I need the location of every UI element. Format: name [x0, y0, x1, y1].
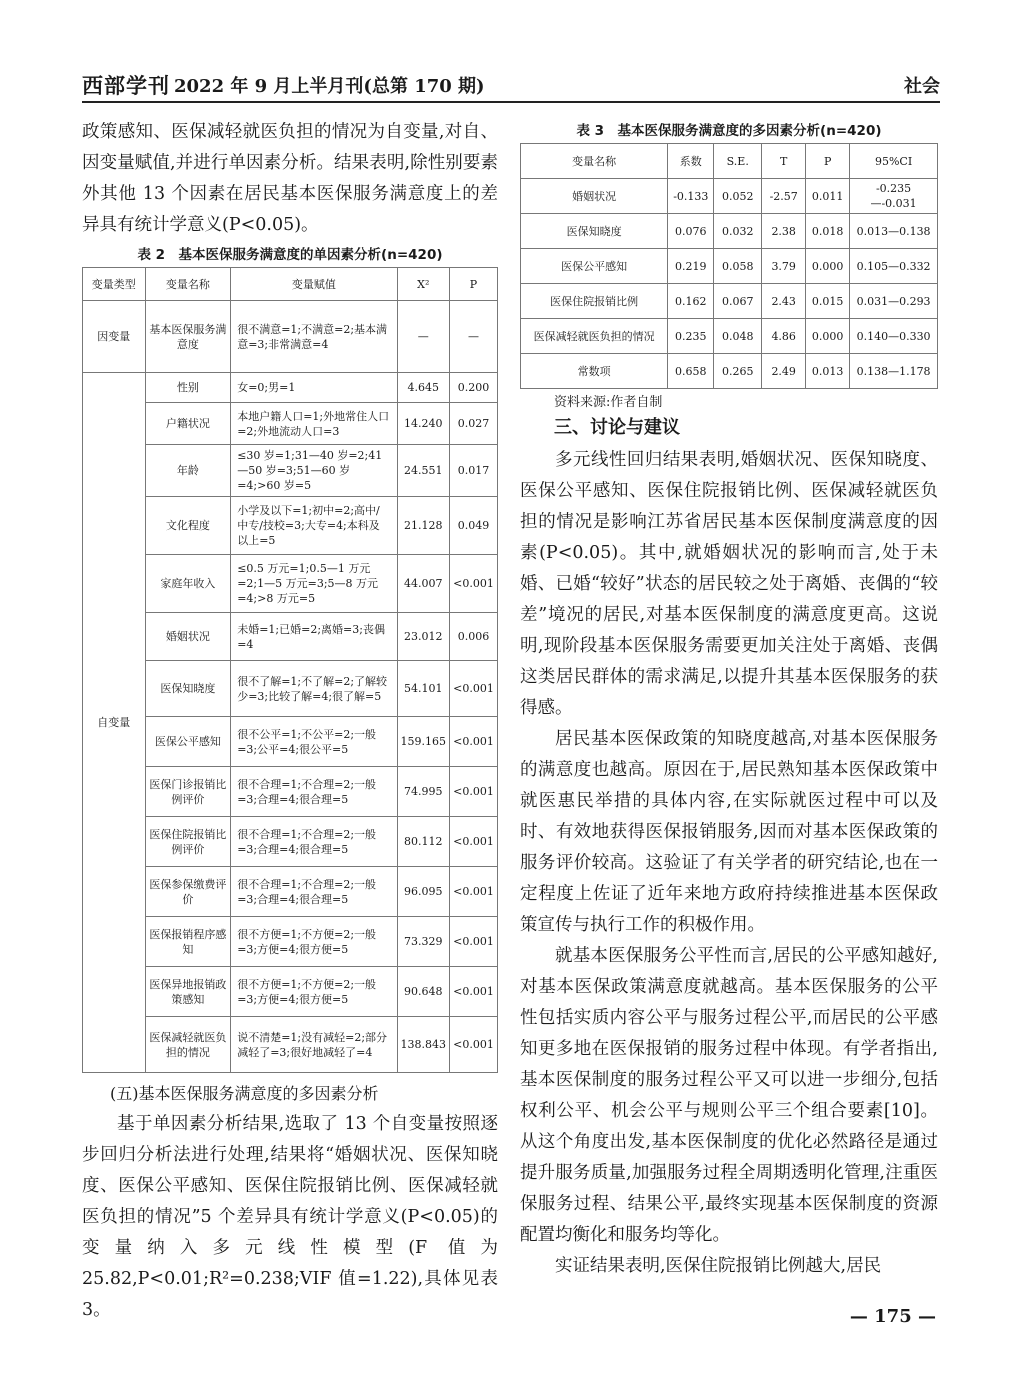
table-row: [83, 661, 498, 717]
table-row: [83, 867, 498, 917]
name-cell: 医保减轻就医负担的情况: [521, 319, 668, 354]
table-caption: 表 3 基本医保服务满意度的多因素分析(n=420): [576, 123, 882, 139]
p-cell: <0.001: [450, 555, 498, 613]
x2-cell: 73.329: [397, 917, 450, 967]
table-header-cell: 变量赋值: [231, 268, 397, 301]
var-assign-cell: 很不了解=1;不了解=2;了解较少=3;比较了解=4;很了解=5: [231, 661, 397, 717]
coef-cell: 0.219: [668, 249, 714, 284]
paragraph: 多元线性回归结果表明,婚姻状况、医保知晓度、医保公平感知、医保住院报销比例、医保减轻就医负担的情况是影响江苏省居民基本医保制度满意度的因素(P<0.05)。其中,就婚姻状况的影响而言,处于未婚、已婚“较好”状态的居民较之处于离婚、丧偶的“较差”境况的居民,对基本医保制度的满意度更高。这说明,现阶段基本医保服务需要更加关注处于离婚、丧偶这类居民群体的需求满足,以提升其基本医保服务的获得感。: [520, 450, 938, 718]
x2-cell: 159.165: [397, 717, 450, 767]
paragraph: 就基本医保服务公平性而言,居民的公平感知越好,对基本医保政策满意度就越高。基本医保服务的公平性包括实质内容公平与服务过程公平,而居民的公平感知更多地在医保报销的服务过程中体现。有学者指出,基本医保制度的服务过程公平又可以进一步细分,包括权利公平、机会公平与规则公平三个组合要素[10]。从这个角度出发,基本医保制度的优化必然路径是通过提升服务质量,加强服务过程全周期透明化管理,注重医保服务过程、结果公平,最终实现基本医保制度的资源配置均衡化和服务均等化。: [520, 946, 938, 1245]
table-header-cell: P: [450, 268, 498, 301]
table-header-cell: 95%CI: [850, 144, 938, 179]
t-cell: 4.86: [762, 319, 806, 354]
p-cell: —: [450, 301, 498, 373]
paragraph: 政策感知、医保减轻就医负担的情况为自变量,对自、因变量赋值,并进行单因素分析。结果表明,除性别要素外其他 13 个因素在居民基本医保服务满意度上的差异具有统计学意义(P<0.05)。: [82, 122, 498, 235]
table-row: [83, 373, 498, 403]
var-name-cell: 婚姻状况: [145, 613, 231, 661]
t-cell: -2.57: [762, 179, 806, 214]
x2-cell: 4.645: [397, 373, 450, 403]
table-body: [83, 301, 498, 1073]
name-cell: 常数项: [521, 354, 668, 389]
left-column: [82, 117, 498, 1326]
ci-cell: 0.105—0.332: [850, 249, 938, 284]
var-name-cell: 医保报销程序感知: [145, 917, 231, 967]
p-cell: 0.000: [806, 249, 850, 284]
p-cell: 0.000: [806, 319, 850, 354]
var-name-cell: 医保减轻就医负担的情况: [145, 1017, 231, 1073]
table-row: [521, 284, 938, 319]
x2-cell: 14.240: [397, 403, 450, 445]
t-cell: 2.43: [762, 284, 806, 319]
table-header-cell: S.E.: [714, 144, 762, 179]
table-caption: 表 2 基本医保服务满意度的单因素分析(n=420): [137, 247, 443, 263]
p-cell: 0.018: [806, 214, 850, 249]
table-row: [521, 214, 938, 249]
var-name-cell: 年龄: [145, 445, 231, 497]
var-type-cell: 自变量: [83, 373, 146, 1073]
x2-cell: 74.995: [397, 767, 450, 817]
table-source: 资料来源:作者自制: [554, 395, 663, 410]
name-cell: 医保住院报销比例: [521, 284, 668, 319]
issue-info: 2022 年 9 月上半月刊(总第 170 期): [174, 76, 485, 97]
var-assign-cell: 很不方便=1;不方便=2;一般=3;方便=4;很方便=5: [231, 917, 397, 967]
var-name-cell: 医保参保缴费评价: [145, 867, 231, 917]
var-name-cell: 基本医保服务满意度: [145, 301, 231, 373]
t-cell: 2.49: [762, 354, 806, 389]
table-header-cell: 变量类型: [83, 268, 146, 301]
p-cell: <0.001: [450, 867, 498, 917]
coef-cell: 0.658: [668, 354, 714, 389]
var-assign-cell: 很不合理=1;不合理=2;一般=3;合理=4;很合理=5: [231, 817, 397, 867]
table-row: [83, 967, 498, 1017]
x2-cell: —: [397, 301, 450, 373]
journal-logo: 西部学刊: [82, 73, 170, 98]
var-name-cell: 户籍状况: [145, 403, 231, 445]
table-row: [83, 497, 498, 555]
table-row: [83, 613, 498, 661]
table-header-cell: 变量名称: [521, 144, 668, 179]
var-assign-cell: 很不合理=1;不合理=2;一般=3;合理=4;很合理=5: [231, 767, 397, 817]
p-cell: 0.027: [450, 403, 498, 445]
table-header-cell: P: [806, 144, 850, 179]
p-cell: 0.011: [806, 179, 850, 214]
table-row: [521, 179, 938, 214]
section-heading: 三、讨论与建议: [554, 417, 680, 438]
paragraph: 居民基本医保政策的知晓度越高,对基本医保服务的满意度也越高。原因在于,居民熟知基本医保政策中就医惠民举措的具体内容,在实际就医过程中可以及时、有效地获得医保报销服务,因而对基本医保政策的服务评价较高。这验证了有关学者的研究结论,也在一定程度上佐证了近年来地方政府持续推进基本医保政策宣传与执行工作的积极作用。: [520, 729, 938, 935]
var-assign-cell: 未婚=1;已婚=2;离婚=3;丧偶=4: [231, 613, 397, 661]
ci-cell: 0.138—1.178: [850, 354, 938, 389]
var-name-cell: 性别: [145, 373, 231, 403]
page-header: [82, 70, 940, 96]
ci-cell: 0.013—0.138: [850, 214, 938, 249]
header-rule: [82, 101, 940, 103]
table-body: [521, 179, 938, 389]
p-cell: 0.200: [450, 373, 498, 403]
p-cell: <0.001: [450, 817, 498, 867]
x2-cell: 44.007: [397, 555, 450, 613]
table-row: [83, 917, 498, 967]
table-univariate: [82, 267, 498, 1073]
table-row: [83, 445, 498, 497]
table-row: [83, 767, 498, 817]
var-assign-cell: 本地户籍人口=1;外地常住人口=2;外地流动人口=3: [231, 403, 397, 445]
table-row: [83, 1017, 498, 1073]
var-name-cell: 医保知晓度: [145, 661, 231, 717]
var-name-cell: 医保公平感知: [145, 717, 231, 767]
coef-cell: -0.133: [668, 179, 714, 214]
se-cell: 0.058: [714, 249, 762, 284]
table-row: [521, 249, 938, 284]
x2-cell: 24.551: [397, 445, 450, 497]
table-header-row: [521, 144, 938, 179]
right-column: [520, 117, 938, 1282]
var-name-cell: 医保异地报销政策感知: [145, 967, 231, 1017]
var-assign-cell: 小学及以下=1;初中=2;高中/中专/技校=3;大专=4;本科及以上=5: [231, 497, 397, 555]
se-cell: 0.052: [714, 179, 762, 214]
x2-cell: 23.012: [397, 613, 450, 661]
table-row: [521, 319, 938, 354]
p-cell: <0.001: [450, 967, 498, 1017]
var-name-cell: 医保门诊报销比例评价: [145, 767, 231, 817]
var-assign-cell: 说不清楚=1;没有减轻=2;部分减轻了=3;很好地减轻了=4: [231, 1017, 397, 1073]
table-header-cell: X²: [397, 268, 450, 301]
table-header-cell: 系数: [668, 144, 714, 179]
table-header-cell: 变量名称: [145, 268, 231, 301]
x2-cell: 90.648: [397, 967, 450, 1017]
var-name-cell: 家庭年收入: [145, 555, 231, 613]
p-cell: 0.049: [450, 497, 498, 555]
x2-cell: 138.843: [397, 1017, 450, 1073]
x2-cell: 21.128: [397, 497, 450, 555]
table-row: [83, 817, 498, 867]
p-cell: <0.001: [450, 661, 498, 717]
var-assign-cell: 很不满意=1;不满意=2;基本满意=3;非常满意=4: [231, 301, 397, 373]
table-row: [83, 717, 498, 767]
var-assign-cell: 很不合理=1;不合理=2;一般=3;合理=4;很合理=5: [231, 867, 397, 917]
var-assign-cell: 很不公平=1;不公平=2;一般=3;公平=4;很公平=5: [231, 717, 397, 767]
ci-cell: -0.235—-0.031: [850, 179, 938, 214]
var-assign-cell: ≤0.5 万元=1;0.5—1 万元=2;1—5 万元=3;5—8 万元=4;>8 万元=5: [231, 555, 397, 613]
table-multivariate: [520, 143, 938, 389]
var-assign-cell: ≤30 岁=1;31—40 岁=2;41—50 岁=3;51—60 岁=4;>60 岁=5: [231, 445, 397, 497]
name-cell: 医保公平感知: [521, 249, 668, 284]
p-cell: 0.006: [450, 613, 498, 661]
coef-cell: 0.076: [668, 214, 714, 249]
p-cell: 0.017: [450, 445, 498, 497]
p-cell: <0.001: [450, 767, 498, 817]
var-name-cell: 文化程度: [145, 497, 231, 555]
coef-cell: 0.162: [668, 284, 714, 319]
se-cell: 0.048: [714, 319, 762, 354]
ci-cell: 0.140—0.330: [850, 319, 938, 354]
paragraph: 基于单因素分析结果,选取了 13 个自变量按照逐步回归分析法进行处理,结果将“婚姻状况、医保知晓度、医保公平感知、医保住院报销比例、医保减轻就医负担的情况”5 个差异具有统计学意义(P<0.05)的变量纳入多元线性模型(F 值为 25.82,P<0.01;R²=0.238;VIF 值=1.22),具体见表 3。: [82, 1114, 498, 1320]
paragraph: 实证结果表明,医保住院报销比例越大,居民: [555, 1256, 882, 1276]
section-label: 社会: [904, 76, 940, 97]
table-row: [521, 354, 938, 389]
x2-cell: 96.095: [397, 867, 450, 917]
table-row: [83, 403, 498, 445]
name-cell: 婚姻状况: [521, 179, 668, 214]
var-type-cell: 因变量: [83, 301, 146, 373]
se-cell: 0.032: [714, 214, 762, 249]
table-header-cell: T: [762, 144, 806, 179]
table-row: [83, 555, 498, 613]
page-number: — 175 —: [849, 1306, 936, 1327]
p-cell: 0.013: [806, 354, 850, 389]
x2-cell: 54.101: [397, 661, 450, 717]
p-cell: <0.001: [450, 1017, 498, 1073]
x2-cell: 80.112: [397, 817, 450, 867]
se-cell: 0.265: [714, 354, 762, 389]
t-cell: 2.38: [762, 214, 806, 249]
var-assign-cell: 女=0;男=1: [231, 373, 397, 403]
coef-cell: 0.235: [668, 319, 714, 354]
p-cell: <0.001: [450, 917, 498, 967]
var-assign-cell: 很不方便=1;不方便=2;一般=3;方便=4;很方便=5: [231, 967, 397, 1017]
subsection-heading: (五)基本医保服务满意度的多因素分析: [110, 1084, 379, 1103]
table-header-row: [83, 268, 498, 301]
p-cell: 0.015: [806, 284, 850, 319]
name-cell: 医保知晓度: [521, 214, 668, 249]
var-name-cell: 医保住院报销比例评价: [145, 817, 231, 867]
t-cell: 3.79: [762, 249, 806, 284]
p-cell: <0.001: [450, 717, 498, 767]
se-cell: 0.067: [714, 284, 762, 319]
table-row: [83, 301, 498, 373]
ci-cell: 0.031—0.293: [850, 284, 938, 319]
